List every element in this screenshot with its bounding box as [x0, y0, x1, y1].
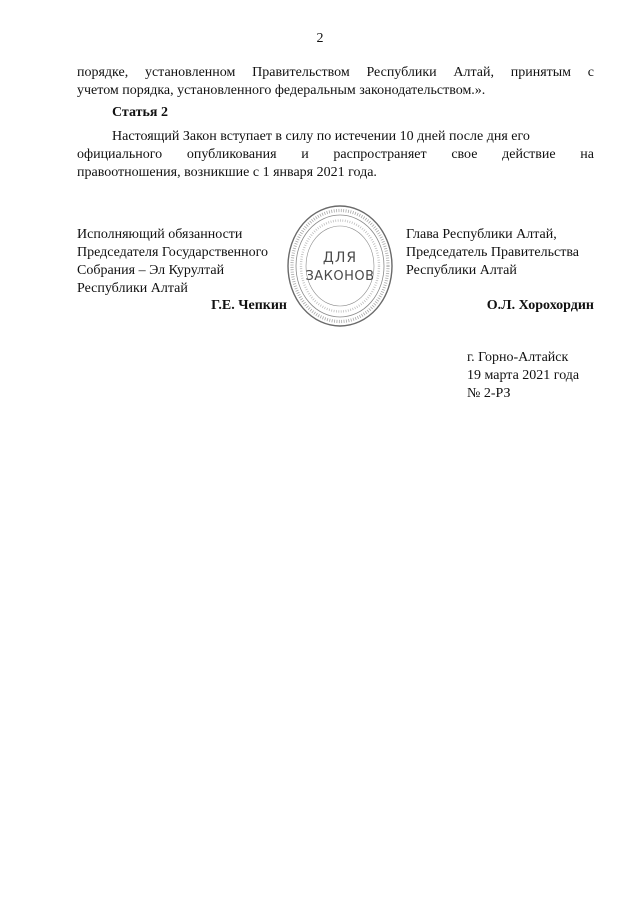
date: 19 марта 2021 года	[467, 368, 580, 383]
signatory-right-name: О.Л. Хорохордин	[486, 298, 594, 313]
signatory-right-title: Глава Республики Алтай, Председатель Правительства Республики Алтай	[406, 227, 579, 278]
paragraph-article-2	[77, 128, 594, 182]
paragraph-line: порядке, установленном Правительством Республики Алтай, принятым с	[77, 65, 594, 80]
place-date-number	[467, 349, 579, 403]
law-number: № 2-РЗ	[467, 386, 511, 401]
paragraph-line: Настоящий Закон вступает в силу по истечении 10 дней после дня его	[112, 129, 530, 144]
city: г. Горно-Алтайск	[467, 350, 569, 365]
stamp-text-line-1: ДЛЯ	[322, 250, 358, 266]
signatory-left-name: Г.Е. Чепкин	[211, 298, 287, 313]
official-stamp-seal	[285, 203, 395, 329]
article-heading: Статья 2	[112, 105, 168, 120]
paragraph-line: учетом порядка, установленного федеральным законодательством.».	[77, 83, 486, 98]
paragraph-continuation	[77, 64, 594, 100]
stamp-text-line-2: ЗАКОНОВ	[305, 269, 375, 284]
signatory-left-title: Исполняющий обязанности Председателя Государственного Собрания – Эл Курултай Республики Алтай	[77, 227, 269, 296]
page-number: 2	[316, 31, 324, 46]
paragraph-line: официального опубликования и распространяет свое действие на	[77, 147, 594, 162]
paragraph-line: правоотношения, возникшие с 1 января 2021 года.	[77, 165, 377, 180]
